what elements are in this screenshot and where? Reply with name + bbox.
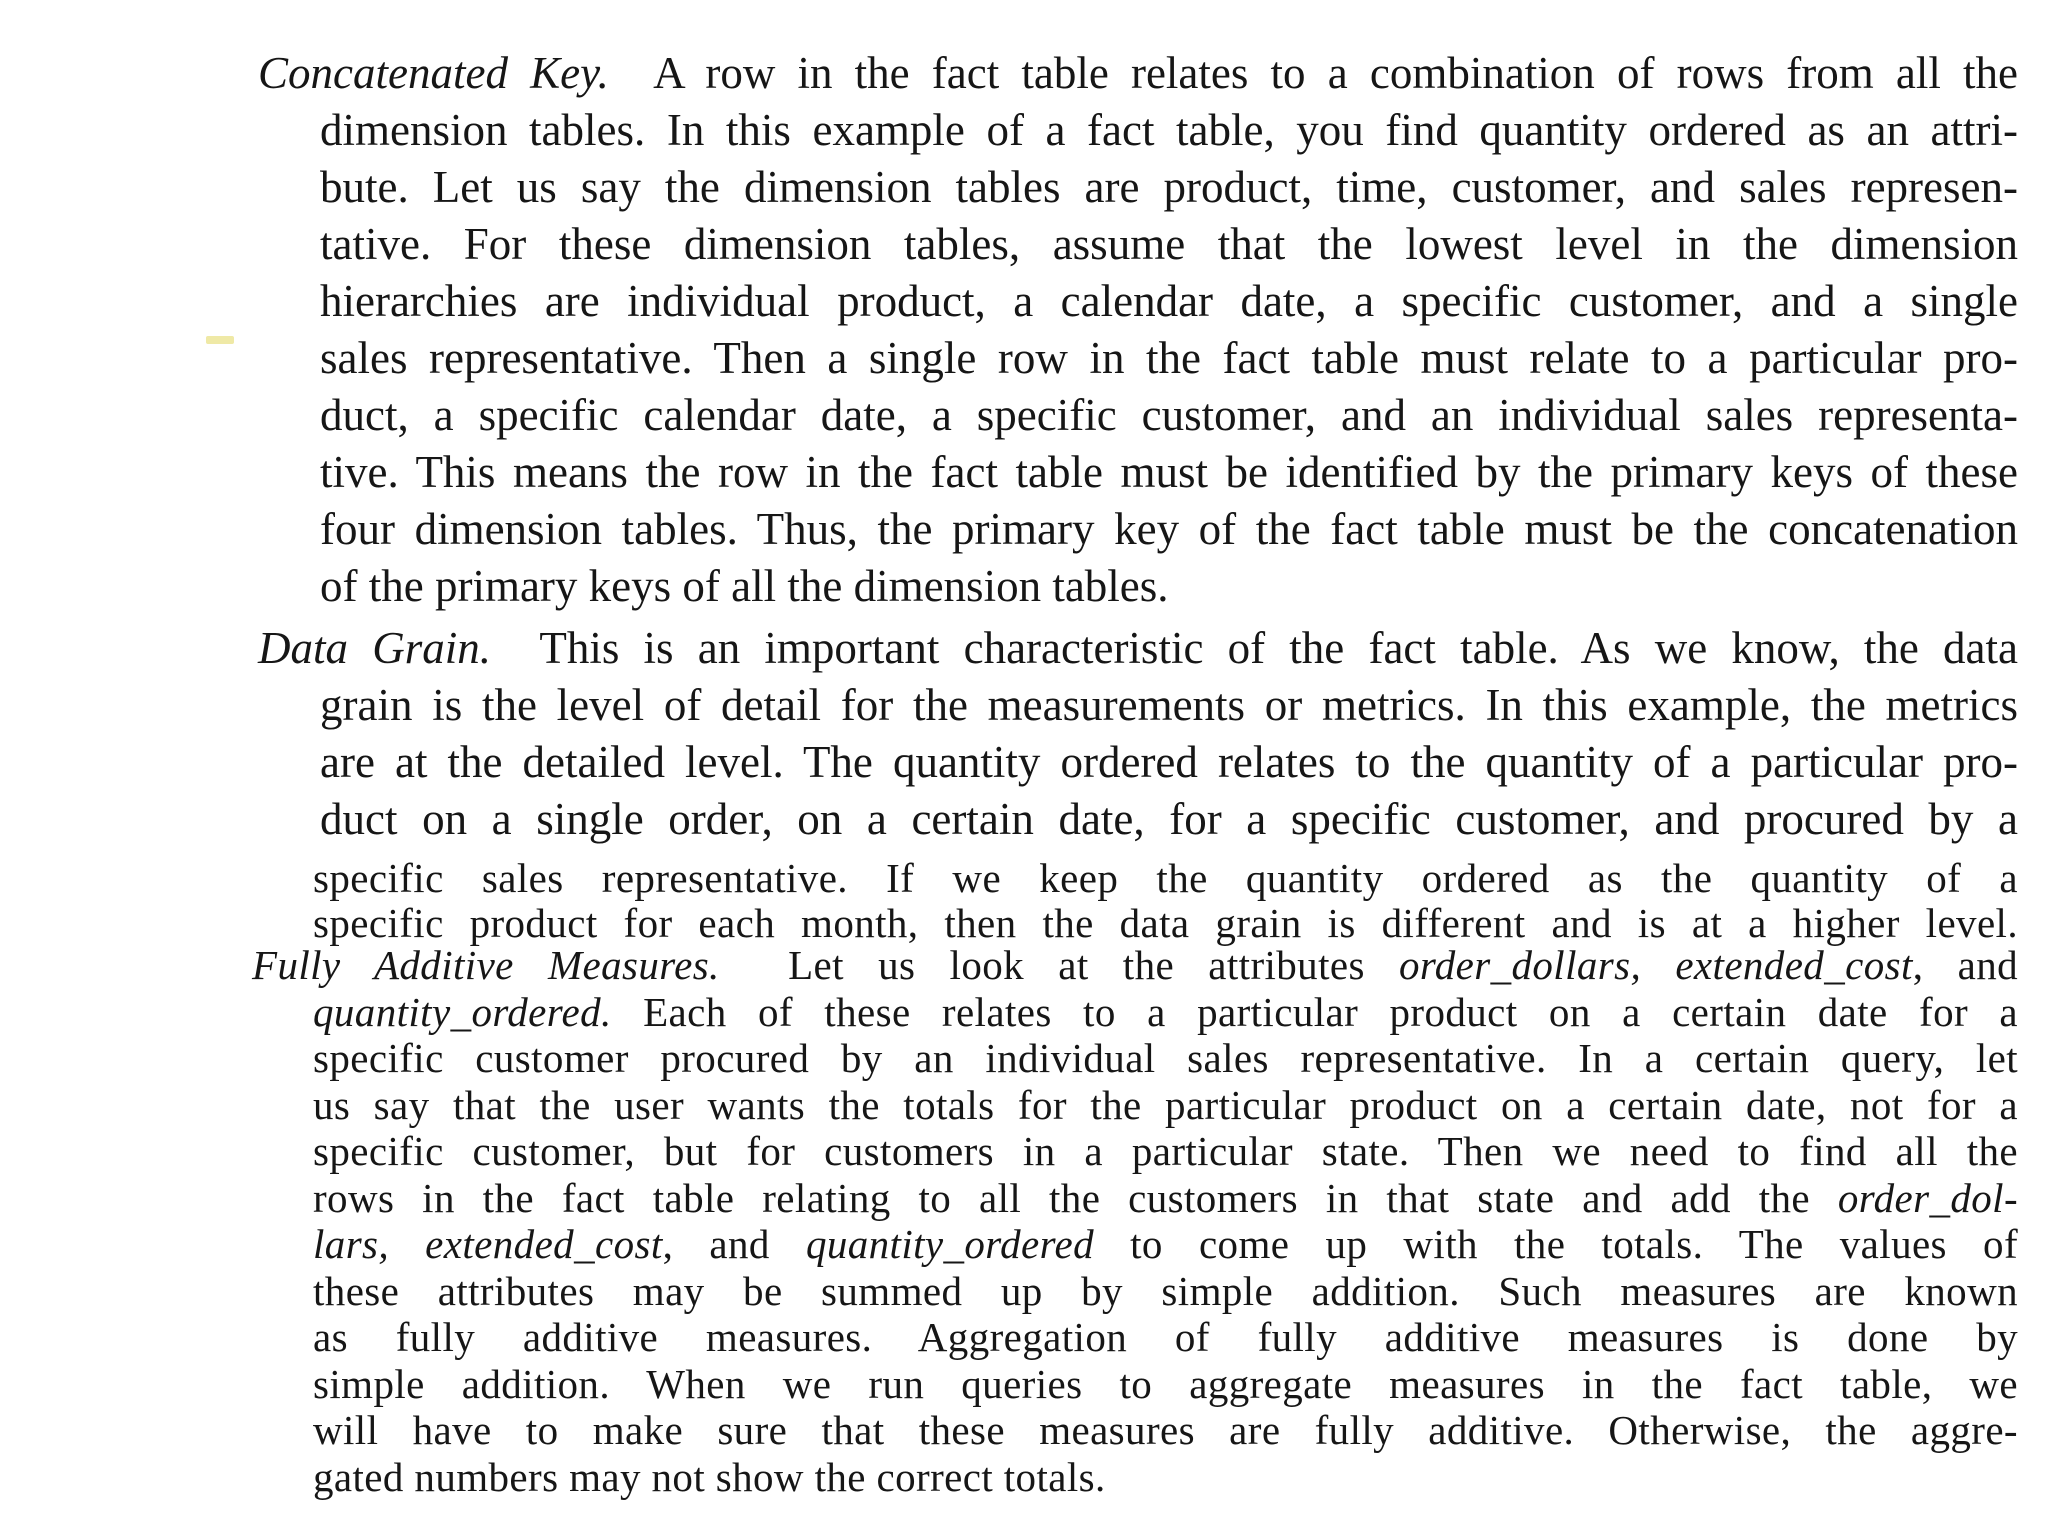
paragraph-line: [252, 942, 2018, 989]
attribute-name: quantity_ordered.: [313, 988, 612, 1035]
paragraph-line: of the primary keys of all the dimension tables.: [320, 561, 1169, 611]
paragraph-line: grain is the level of detail for the measurements or metrics. In this example, the metrics: [320, 680, 2018, 730]
paragraph-line: these attributes may be summed up by simple addition. Such measures are known: [313, 1267, 2018, 1314]
paragraph-line: [258, 989, 2018, 1036]
paragraph-line: bute. Let us say the dimension tables are product, time, customer, and sales represen-: [320, 162, 2018, 212]
line-text: , and: [1912, 942, 2018, 988]
paragraph-line: are at the detailed level. The quantity ordered relates to the quantity of a particular pro-: [320, 737, 2018, 787]
paragraph-line: will have to make sure that these measures are fully additive. Otherwise, the aggre-: [313, 1407, 2018, 1453]
paragraph-line: tive. This means the row in the fact table must be identified by the primary keys of these: [320, 447, 2018, 497]
paragraph-line: specific customer, but for customers in a particular state. Then we need to find all the: [313, 1128, 2018, 1174]
paragraph-line: specific customer procured by an individual sales representative. In a certain query, let: [313, 1035, 2018, 1081]
line-text: to come up with the totals. The values of: [1130, 1221, 2018, 1267]
paragraph-line: us say that the user wants the totals for the particular product on a certain date, not for a: [313, 1081, 2018, 1128]
line-text: , and: [662, 1221, 770, 1267]
attribute-name: quantity_ordered: [805, 1221, 1094, 1267]
entry-term: Fully Additive Measures.: [252, 942, 720, 988]
paragraph-line: [258, 620, 2018, 677]
attribute-name: order_dol-: [1837, 1174, 2018, 1221]
paragraph-line: tative. For these dimension tables, assume that the lowest level in the dimension: [320, 219, 2018, 269]
line-text: Let us look at the attributes: [788, 942, 1365, 988]
paragraph-line: [258, 1221, 2018, 1268]
entry-data-grain: [258, 620, 2018, 946]
paragraph-line: duct on a single order, on a certain date, for a specific customer, and procured by a: [320, 794, 2018, 844]
entry-concatenated-key: [258, 45, 2018, 615]
line-text: rows in the fact table relating to all the customers in that state and add the: [313, 1174, 1811, 1221]
paragraph-line: duct, a specific calendar date, a specific customer, and an individual sales representa-: [320, 390, 2018, 440]
attribute-name: lars, extended_cost: [313, 1221, 663, 1267]
paragraph-line: [258, 45, 2018, 102]
entry-term: Data Grain.: [258, 623, 491, 673]
paragraph-line: hierarchies are individual product, a calendar date, a specific customer, and a single: [320, 276, 2018, 326]
paragraph-line: as fully additive measures. Aggregation of fully additive measures is done by: [313, 1314, 2018, 1360]
paragraph-line: specific product for each month, then the data grain is different and is at a higher level.: [313, 900, 2018, 946]
paragraph-line: sales representative. Then a single row in the fact table must relate to a particular pro-: [320, 333, 2018, 383]
entry-fully-additive-measures: [252, 942, 2018, 1500]
attribute-name: order_dollars, extended_cost: [1399, 942, 1913, 988]
paragraph-line: dimension tables. In this example of a fact table, you find quantity ordered as an attri-: [320, 105, 2018, 155]
line-text: Each of these relates to a particular product on a certain date for a: [643, 988, 2018, 1035]
margin-highlight-mark: [206, 336, 234, 344]
paragraph-line: [258, 1175, 2018, 1222]
line-text: A row in the fact table relates to a combination of rows from all the: [653, 48, 2019, 98]
paragraph-line: four dimension tables. Thus, the primary key of the fact table must be the concatenation: [320, 504, 2018, 554]
paragraph-line: specific sales representative. If we keep the quantity ordered as the quantity of a: [313, 855, 2018, 901]
paragraph-line: simple addition. When we run queries to aggregate measures in the fact table, we: [313, 1360, 2018, 1407]
line-text: This is an important characteristic of the fact table. As we know, the data: [539, 623, 2019, 673]
entry-term: Concatenated Key.: [258, 48, 609, 98]
paragraph-line: gated numbers may not show the correct totals.: [313, 1453, 1106, 1500]
